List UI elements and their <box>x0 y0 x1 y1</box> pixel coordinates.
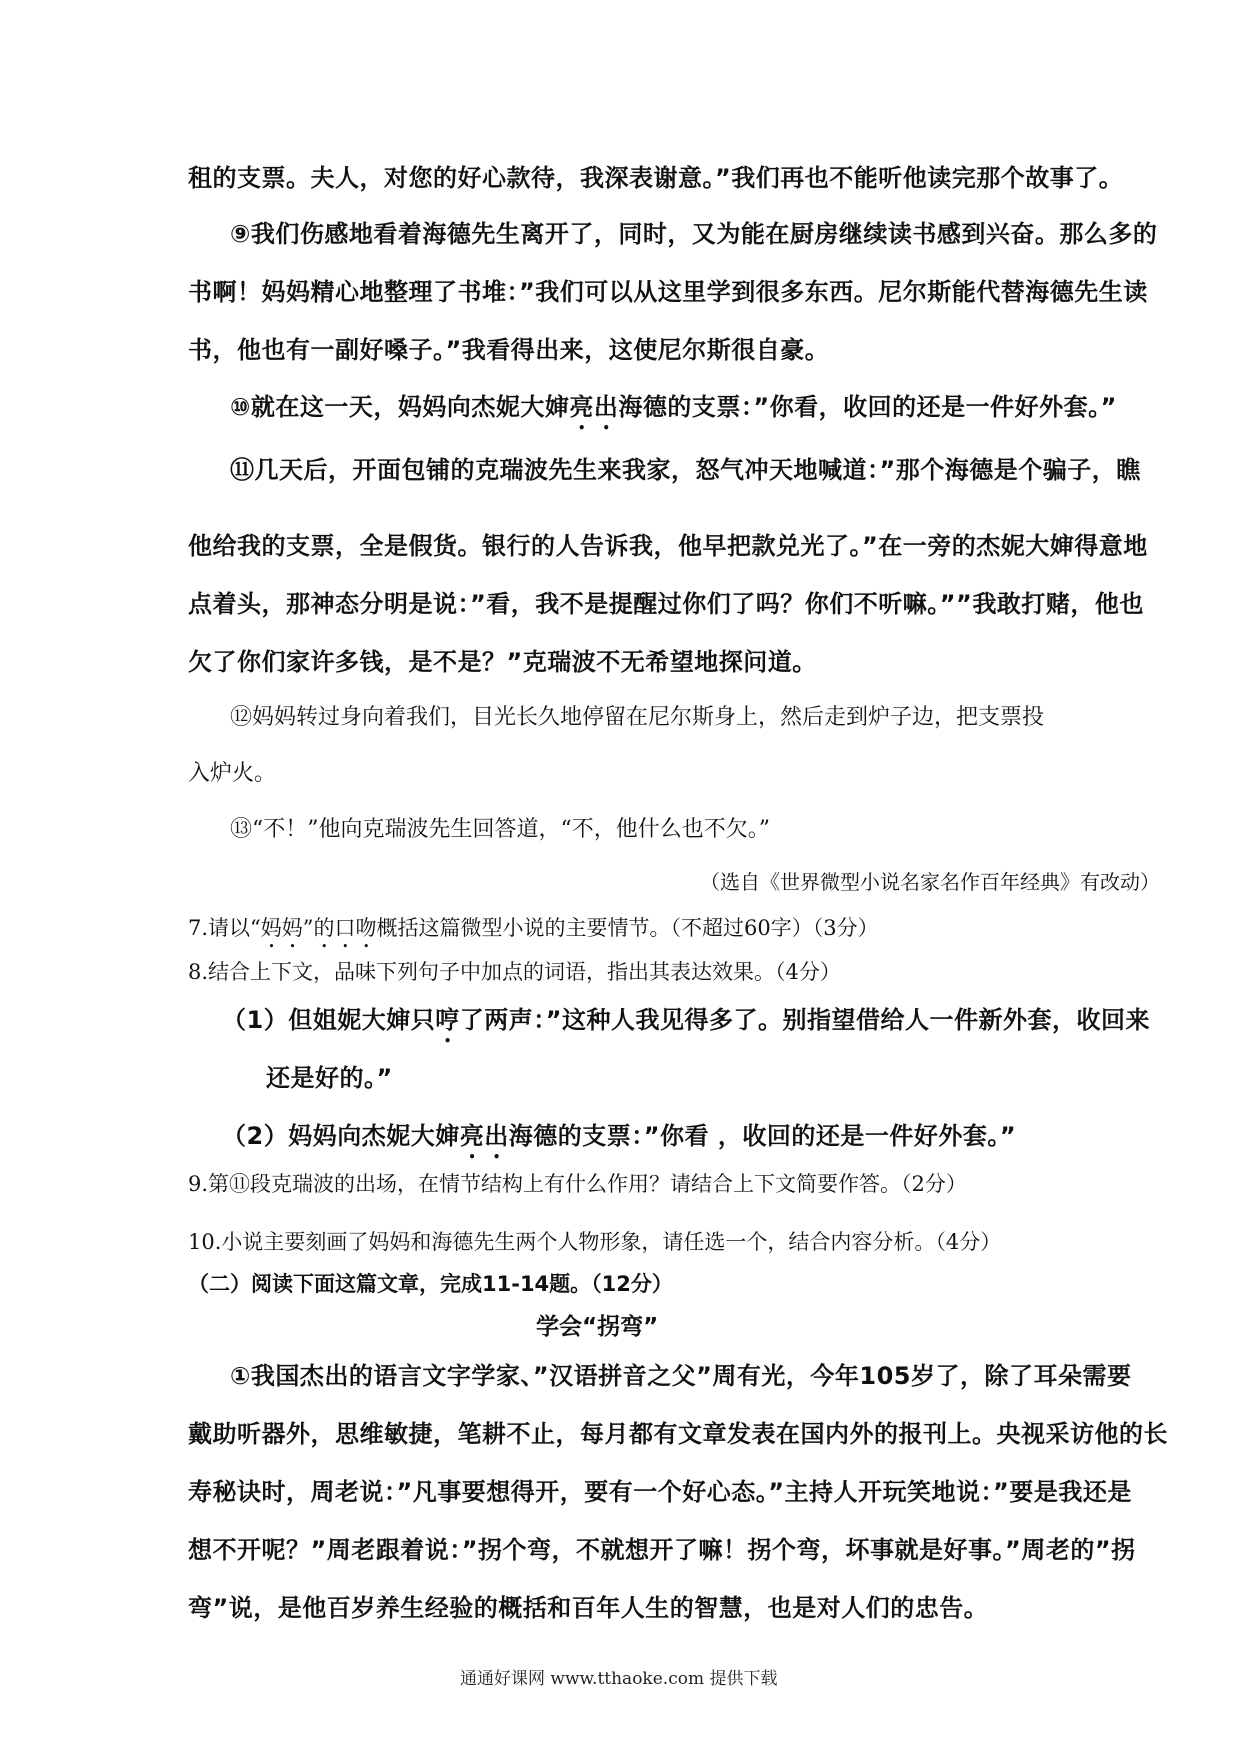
question-7-emphasis: “妈妈”的口吻 <box>250 916 377 940</box>
paragraph-8-end: 租的支票。夫人，对您的好心款待，我深表谢意。”我们再也不能听他读完那个故事了。 <box>188 164 1124 192</box>
paragraph-11-line-1: ⑪几天后，开面包铺的克瑞波先生来我家，怒气冲天地喊道：”那个海德是个骗子，瞧 <box>230 456 1141 484</box>
question-8-item-1-pre: （1）但姐妮大婶只 <box>222 1006 436 1034</box>
question-8-item-1-emphasis: 哼 <box>435 1006 460 1034</box>
paragraph-12-line-2: 入炉火。 <box>188 761 277 786</box>
paragraph-10-post: 海德的支票：”你看，收回的还是一件好外套。” <box>618 393 1117 421</box>
paragraph-9-line-2: 书啊！妈妈精心地整理了书堆：”我们可以从这里学到很多东西。尼尔斯能代替海德先生读 <box>188 278 1148 306</box>
page-footer: 通通好课网 www.tthaoke.com 提供下载 <box>460 1669 778 1689</box>
article-paragraph-1-line-5: 弯”说，是他百岁养生经验的概括和百年人生的智慧，也是对人们的忠告。 <box>188 1594 989 1622</box>
paragraph-11-line-4: 欠了你们家许多钱，是不是？”克瑞波不无希望地探问道。 <box>188 648 817 676</box>
paragraph-9-line-1: ⑨我们伤感地看着海德先生离开了，同时，又为能在厨房继续读书感到兴奋。那么多的 <box>230 220 1158 248</box>
question-9: 9.第⑪段克瑞波的出场，在情节结构上有什么作用？请结合上下文简要作答。（2分） <box>188 1172 967 1196</box>
question-7-post: 概括这篇微型小说的主要情节。（不超过60字）（3分） <box>376 916 879 940</box>
article-paragraph-1-line-4: 想不开呢？”周老跟着说：”拐个弯，不就想开了嘛！拐个弯，坏事就是好事。”周老的”拐 <box>188 1536 1136 1564</box>
paragraph-9-line-3: 书，他也有一副好嗓子。”我看得出来，这使尼尔斯很自豪。 <box>188 336 830 364</box>
question-8-item-1-line-2: 还是好的。” <box>266 1064 393 1092</box>
source-citation: （选自《世界微型小说名家名作百年经典》有改动） <box>700 870 1160 894</box>
question-8-item-1-post: 了两声：”这种人我见得多了。别指望借给人一件新外套，收回来 <box>459 1006 1150 1034</box>
article-paragraph-1-line-2: 戴助听器外，思维敏捷，笔耕不止，每月都有文章发表在国内外的报刊上。央视采访他的长 <box>188 1420 1168 1448</box>
question-8: 8.结合上下文，品味下列句子中加点的词语，指出其表达效果。（4分） <box>188 960 841 984</box>
question-8-item-2-post: 海德的支票：”你看 ，收回的还是一件好外套。” <box>508 1122 1017 1150</box>
question-8-item-2 <box>222 1116 1016 1164</box>
paragraph-10-emphasis: 亮出 <box>569 393 619 421</box>
paragraph-10-pre: ⑩就在这一天，妈妈向杰妮大婶 <box>230 393 570 421</box>
question-8-item-1-line-1 <box>222 1000 1150 1048</box>
question-7-pre: 7.请以 <box>188 916 251 940</box>
paragraph-11-line-3: 点着头，那神态分明是说：”看，我不是提醒过你们了吗？你们不听嘛。””我敢打赌，他也 <box>188 590 1144 618</box>
article-paragraph-1-line-3: 寿秘诀时，周老说：”凡事要想得开，要有一个好心态。”主持人开玩笑地说：”要是我还是 <box>188 1478 1132 1506</box>
article-title: 学会“拐弯” <box>536 1314 659 1340</box>
section-2-heading: （二）阅读下面这篇文章，完成11-14题。（12分） <box>188 1272 673 1296</box>
question-8-item-2-pre: （2）妈妈向杰妮大婶 <box>222 1122 460 1150</box>
article-paragraph-1-line-1: ①我国杰出的语言文字学家、”汉语拼音之父”周有光，今年105岁了，除了耳朵需要 <box>230 1362 1132 1390</box>
paragraph-13: ⑬“不！”他向克瑞波先生回答道，“不，他什么也不欠。” <box>230 817 770 842</box>
question-10: 10.小说主要刻画了妈妈和海德先生两个人物形象，请任选一个，结合内容分析。（4分） <box>188 1230 1002 1254</box>
question-7 <box>188 912 879 953</box>
question-8-item-2-emphasis: 亮出 <box>459 1122 509 1150</box>
paragraph-10 <box>230 387 1117 435</box>
paragraph-12-line-1: ⑫妈妈转过身向着我们，目光长久地停留在尼尔斯身上，然后走到炉子边，把支票投 <box>230 705 1045 730</box>
paragraph-11-line-2: 他给我的支票，全是假货。银行的人告诉我，他早把款兑光了。”在一旁的杰妮大婶得意地 <box>188 532 1148 560</box>
